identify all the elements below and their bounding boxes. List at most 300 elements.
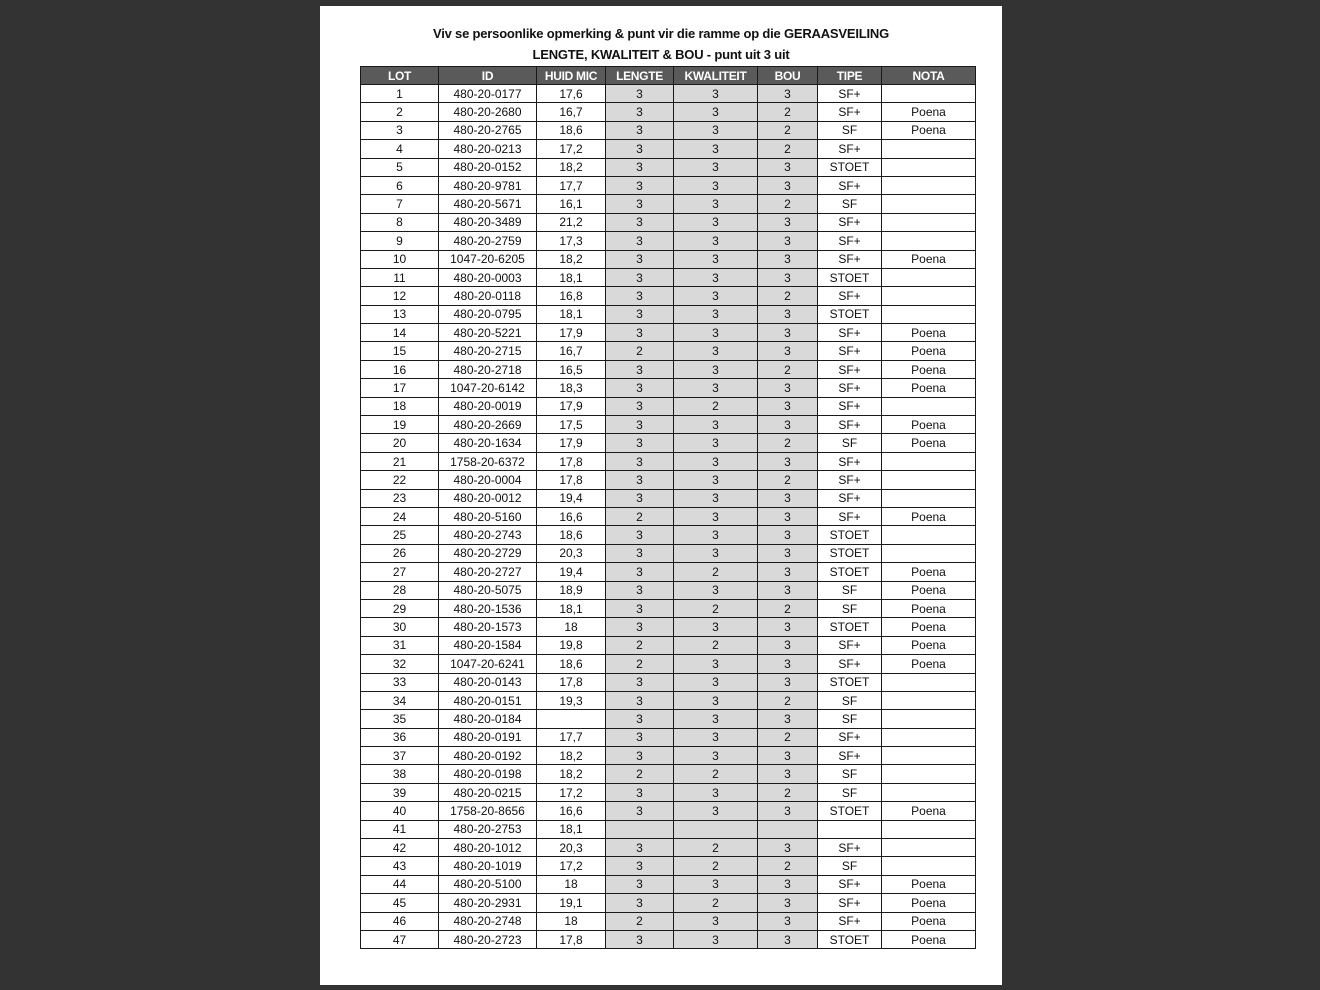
cell-lengte: 3 [606,213,674,231]
cell-bou: 3 [758,489,818,507]
table-row [361,342,976,360]
cell-lengte: 3 [606,526,674,544]
cell-kwaliteit: 3 [674,691,758,709]
cell-kwaliteit: 2 [674,894,758,912]
cell-id: 480-20-0012 [439,489,537,507]
cell-huid-mic: 18,2 [537,158,606,176]
cell-huid-mic: 17,6 [537,85,606,103]
cell-kwaliteit: 3 [674,507,758,525]
cell-kwaliteit: 3 [674,489,758,507]
cell-tipe: STOET [818,305,882,323]
table-row [361,618,976,636]
cell-nota [882,452,976,470]
cell-huid-mic: 18 [537,875,606,893]
cell-huid-mic: 18,1 [537,268,606,286]
cell-kwaliteit: 3 [674,195,758,213]
cell-tipe: STOET [818,158,882,176]
cell-nota: Poena [882,342,976,360]
cell-kwaliteit: 3 [674,287,758,305]
cell-id: 480-20-0184 [439,710,537,728]
cell-lengte: 3 [606,599,674,617]
cell-tipe: STOET [818,802,882,820]
table-row [361,434,976,452]
table-row [361,802,976,820]
cell-bou: 3 [758,324,818,342]
cell-huid-mic: 19,1 [537,894,606,912]
cell-tipe: STOET [818,268,882,286]
table-row [361,324,976,342]
cell-kwaliteit: 3 [674,618,758,636]
cell-lengte: 3 [606,930,674,948]
cell-bou: 2 [758,728,818,746]
cell-bou: 2 [758,783,818,801]
cell-id: 480-20-1573 [439,618,537,636]
cell-bou: 3 [758,379,818,397]
cell-id: 480-20-0143 [439,673,537,691]
cell-kwaliteit: 3 [674,544,758,562]
cell-bou: 3 [758,673,818,691]
cell-tipe: SF+ [818,397,882,415]
cell-bou: 3 [758,526,818,544]
cell-lengte: 3 [606,452,674,470]
cell-lot: 26 [361,544,439,562]
cell-huid-mic: 18,6 [537,526,606,544]
cell-id: 480-20-2765 [439,121,537,139]
cell-lot: 39 [361,783,439,801]
cell-huid-mic: 18,1 [537,820,606,838]
cell-lot: 29 [361,599,439,617]
table-row [361,507,976,525]
cell-bou: 2 [758,360,818,378]
cell-bou: 2 [758,599,818,617]
cell-huid-mic: 20,3 [537,839,606,857]
cell-nota [882,397,976,415]
cell-id: 480-20-2743 [439,526,537,544]
cell-kwaliteit: 3 [674,581,758,599]
cell-nota [882,140,976,158]
cell-nota: Poena [882,894,976,912]
cell-kwaliteit: 3 [674,471,758,489]
cell-nota [882,839,976,857]
cell-nota: Poena [882,103,976,121]
cell-huid-mic: 17,9 [537,397,606,415]
cell-lot: 27 [361,563,439,581]
table-row [361,140,976,158]
col-header-lengte: LENGTE [606,67,674,85]
cell-nota: Poena [882,581,976,599]
document-subtitle: LENGTE, KWALITEIT & BOU - punt uit 3 uit [532,47,790,62]
cell-lengte: 3 [606,360,674,378]
cell-huid-mic: 16,6 [537,507,606,525]
cell-lengte: 3 [606,195,674,213]
cell-bou: 3 [758,802,818,820]
cell-lot: 41 [361,820,439,838]
cell-bou [758,820,818,838]
cell-huid-mic: 16,1 [537,195,606,213]
cell-id: 480-20-2729 [439,544,537,562]
cell-lot: 30 [361,618,439,636]
cell-nota [882,232,976,250]
cell-lengte [606,820,674,838]
cell-lengte: 3 [606,176,674,194]
cell-kwaliteit: 3 [674,268,758,286]
cell-nota: Poena [882,121,976,139]
col-header-bou: BOU [758,67,818,85]
cell-huid-mic: 17,7 [537,176,606,194]
table-row [361,728,976,746]
cell-kwaliteit: 3 [674,655,758,673]
cell-huid-mic: 21,2 [537,213,606,231]
cell-bou: 3 [758,342,818,360]
cell-lot: 7 [361,195,439,213]
cell-kwaliteit: 3 [674,360,758,378]
cell-bou: 3 [758,636,818,654]
cell-nota: Poena [882,930,976,948]
cell-lengte: 3 [606,489,674,507]
cell-nota [882,728,976,746]
lots-table [360,66,976,949]
cell-bou: 3 [758,176,818,194]
cell-nota: Poena [882,416,976,434]
cell-bou: 3 [758,618,818,636]
cell-kwaliteit: 3 [674,434,758,452]
cell-huid-mic: 16,5 [537,360,606,378]
cell-tipe: SF+ [818,250,882,268]
table-row [361,250,976,268]
cell-id: 1047-20-6241 [439,655,537,673]
table-row [361,710,976,728]
cell-id: 480-20-5221 [439,324,537,342]
cell-tipe: SF+ [818,342,882,360]
table-row [361,121,976,139]
cell-lot: 25 [361,526,439,544]
cell-bou: 3 [758,397,818,415]
cell-lengte: 3 [606,250,674,268]
cell-id: 480-20-0213 [439,140,537,158]
col-header-id: ID [439,67,537,85]
table-row [361,416,976,434]
cell-nota [882,85,976,103]
cell-lot: 31 [361,636,439,654]
cell-lengte: 2 [606,507,674,525]
cell-tipe: SF+ [818,416,882,434]
col-header-kwaliteit: KWALITEIT [674,67,758,85]
cell-nota: Poena [882,875,976,893]
cell-id: 480-20-2715 [439,342,537,360]
cell-kwaliteit: 3 [674,710,758,728]
cell-lot: 9 [361,232,439,250]
cell-id: 480-20-2759 [439,232,537,250]
cell-huid-mic: 17,8 [537,673,606,691]
cell-kwaliteit [674,820,758,838]
cell-huid-mic: 17,2 [537,857,606,875]
table-row [361,489,976,507]
cell-huid-mic: 18,2 [537,250,606,268]
cell-huid-mic: 17,8 [537,452,606,470]
cell-huid-mic: 16,7 [537,103,606,121]
cell-tipe: STOET [818,618,882,636]
cell-id: 480-20-2669 [439,416,537,434]
cell-tipe: SF+ [818,360,882,378]
cell-id: 480-20-0151 [439,691,537,709]
cell-id: 480-20-0198 [439,765,537,783]
cell-nota: Poena [882,250,976,268]
cell-nota [882,158,976,176]
cell-kwaliteit: 3 [674,85,758,103]
cell-lot: 11 [361,268,439,286]
cell-nota: Poena [882,507,976,525]
cell-kwaliteit: 2 [674,839,758,857]
cell-id: 480-20-1584 [439,636,537,654]
cell-kwaliteit: 3 [674,379,758,397]
cell-nota [882,268,976,286]
cell-lengte: 3 [606,581,674,599]
cell-lengte: 3 [606,618,674,636]
cell-tipe: SF+ [818,452,882,470]
cell-lot: 4 [361,140,439,158]
cell-lengte: 3 [606,397,674,415]
cell-nota [882,783,976,801]
table-row [361,563,976,581]
table-row [361,360,976,378]
cell-nota [882,710,976,728]
cell-bou: 3 [758,894,818,912]
cell-lengte: 3 [606,158,674,176]
cell-tipe: SF+ [818,471,882,489]
table-row [361,930,976,948]
cell-lengte: 3 [606,802,674,820]
cell-id: 480-20-1634 [439,434,537,452]
cell-bou: 2 [758,195,818,213]
cell-bou: 3 [758,507,818,525]
cell-id: 480-20-0177 [439,85,537,103]
cell-lot: 14 [361,324,439,342]
cell-nota: Poena [882,324,976,342]
cell-nota [882,471,976,489]
cell-huid-mic [537,710,606,728]
cell-kwaliteit: 3 [674,121,758,139]
cell-huid-mic: 17,7 [537,728,606,746]
cell-bou: 2 [758,471,818,489]
cell-bou: 3 [758,710,818,728]
cell-huid-mic: 16,8 [537,287,606,305]
cell-bou: 2 [758,691,818,709]
cell-nota [882,176,976,194]
table-row [361,452,976,470]
cell-tipe: SF+ [818,213,882,231]
cell-bou: 2 [758,857,818,875]
cell-nota: Poena [882,618,976,636]
cell-nota [882,691,976,709]
cell-lengte: 3 [606,673,674,691]
cell-tipe: SF+ [818,379,882,397]
cell-bou: 3 [758,452,818,470]
cell-kwaliteit: 3 [674,875,758,893]
cell-lot: 28 [361,581,439,599]
cell-lot: 3 [361,121,439,139]
table-row [361,765,976,783]
cell-tipe: SF+ [818,839,882,857]
cell-lot: 5 [361,158,439,176]
cell-id: 1047-20-6205 [439,250,537,268]
cell-kwaliteit: 3 [674,747,758,765]
cell-id: 1047-20-6142 [439,379,537,397]
cell-nota: Poena [882,434,976,452]
table-row [361,471,976,489]
cell-tipe: SF [818,581,882,599]
cell-nota: Poena [882,912,976,930]
cell-id: 480-20-5075 [439,581,537,599]
cell-bou: 3 [758,655,818,673]
cell-tipe: SF [818,121,882,139]
table-row [361,213,976,231]
cell-lengte: 3 [606,894,674,912]
document-title: Viv se persoonlike opmerking & punt vir die ramme op die GERAASVEILING [432,26,890,41]
cell-lot: 20 [361,434,439,452]
cell-lot: 42 [361,839,439,857]
cell-lengte: 3 [606,544,674,562]
cell-lot: 8 [361,213,439,231]
cell-tipe: SF [818,783,882,801]
cell-tipe: SF+ [818,489,882,507]
cell-bou: 3 [758,305,818,323]
cell-id: 480-20-2931 [439,894,537,912]
cell-huid-mic: 19,4 [537,563,606,581]
table-row [361,232,976,250]
cell-huid-mic: 17,2 [537,140,606,158]
cell-kwaliteit: 3 [674,213,758,231]
cell-id: 480-20-5160 [439,507,537,525]
cell-kwaliteit: 3 [674,342,758,360]
cell-lengte: 3 [606,471,674,489]
cell-bou: 3 [758,747,818,765]
cell-kwaliteit: 3 [674,324,758,342]
cell-id: 1758-20-8656 [439,802,537,820]
cell-id: 480-20-5671 [439,195,537,213]
cell-lengte: 3 [606,379,674,397]
cell-lot: 34 [361,691,439,709]
cell-lengte: 3 [606,305,674,323]
table-row [361,544,976,562]
cell-id: 480-20-0152 [439,158,537,176]
cell-huid-mic: 18,6 [537,655,606,673]
cell-nota [882,820,976,838]
cell-kwaliteit: 3 [674,930,758,948]
cell-kwaliteit: 3 [674,673,758,691]
cell-bou: 3 [758,563,818,581]
cell-tipe: SF [818,765,882,783]
cell-lengte: 3 [606,140,674,158]
cell-lengte: 3 [606,728,674,746]
col-header-nota: NOTA [882,67,976,85]
table-row [361,287,976,305]
cell-lot: 1 [361,85,439,103]
cell-lengte: 3 [606,710,674,728]
table-row [361,636,976,654]
cell-lot: 6 [361,176,439,194]
cell-tipe: SF+ [818,140,882,158]
table-row [361,305,976,323]
cell-lot: 38 [361,765,439,783]
cell-lengte: 3 [606,691,674,709]
cell-lengte: 3 [606,747,674,765]
cell-lengte: 3 [606,232,674,250]
cell-lengte: 3 [606,287,674,305]
cell-lot: 32 [361,655,439,673]
cell-lengte: 2 [606,342,674,360]
cell-kwaliteit: 3 [674,802,758,820]
cell-tipe: SF+ [818,875,882,893]
cell-bou: 3 [758,85,818,103]
cell-bou: 2 [758,287,818,305]
cell-id: 480-20-0192 [439,747,537,765]
cell-id: 480-20-0215 [439,783,537,801]
cell-bou: 3 [758,581,818,599]
cell-tipe: SF [818,710,882,728]
cell-lot: 46 [361,912,439,930]
cell-kwaliteit: 2 [674,765,758,783]
cell-lot: 18 [361,397,439,415]
cell-lengte: 2 [606,655,674,673]
cell-lengte: 3 [606,875,674,893]
cell-kwaliteit: 3 [674,783,758,801]
table-row [361,581,976,599]
cell-nota: Poena [882,802,976,820]
cell-tipe: STOET [818,526,882,544]
table-body [361,85,976,949]
cell-lot: 36 [361,728,439,746]
cell-lot: 23 [361,489,439,507]
cell-tipe: SF+ [818,728,882,746]
cell-bou: 3 [758,268,818,286]
cell-tipe: SF [818,195,882,213]
cell-lengte: 3 [606,324,674,342]
cell-tipe: SF+ [818,176,882,194]
table-row [361,103,976,121]
cell-nota [882,673,976,691]
cell-id: 480-20-2727 [439,563,537,581]
cell-huid-mic: 20,3 [537,544,606,562]
cell-bou: 2 [758,140,818,158]
cell-huid-mic: 17,5 [537,416,606,434]
cell-kwaliteit: 2 [674,636,758,654]
cell-lengte: 3 [606,434,674,452]
cell-huid-mic: 16,6 [537,802,606,820]
cell-lot: 47 [361,930,439,948]
cell-lot: 17 [361,379,439,397]
cell-lengte: 3 [606,416,674,434]
cell-tipe: SF+ [818,747,882,765]
cell-lot: 35 [361,710,439,728]
table-row [361,875,976,893]
table-row [361,673,976,691]
cell-bou: 3 [758,765,818,783]
cell-lot: 22 [361,471,439,489]
cell-id: 480-20-2753 [439,820,537,838]
cell-huid-mic: 16,7 [537,342,606,360]
cell-bou: 3 [758,912,818,930]
cell-lot: 37 [361,747,439,765]
table-row [361,839,976,857]
cell-tipe: SF+ [818,324,882,342]
cell-lot: 43 [361,857,439,875]
cell-kwaliteit: 2 [674,563,758,581]
document-page [320,6,1002,985]
cell-huid-mic: 18,3 [537,379,606,397]
cell-nota [882,544,976,562]
cell-bou: 2 [758,121,818,139]
cell-huid-mic: 17,3 [537,232,606,250]
